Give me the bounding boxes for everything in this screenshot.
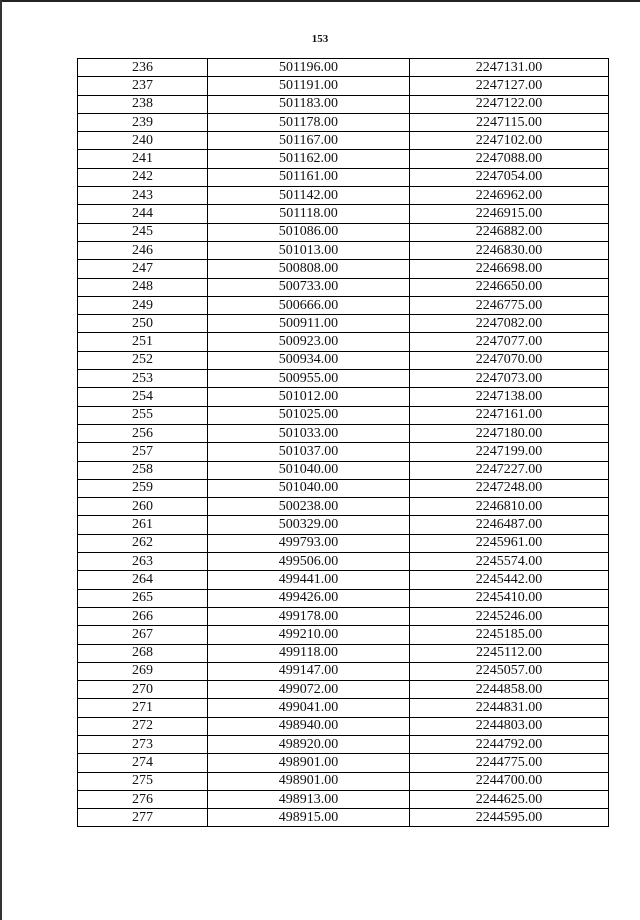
- y-coordinate-cell: 2246698.00: [410, 260, 609, 278]
- y-coordinate-cell: 2247077.00: [410, 333, 609, 351]
- point-number-cell: 277: [78, 809, 208, 827]
- table-row: [78, 717, 609, 735]
- x-coordinate-cell: 499441.00: [208, 571, 410, 589]
- y-coordinate-cell: 2245442.00: [410, 571, 609, 589]
- x-coordinate-cell: 499118.00: [208, 644, 410, 662]
- point-number-cell: 269: [78, 662, 208, 680]
- point-number-cell: 248: [78, 278, 208, 296]
- x-coordinate-cell: 498940.00: [208, 717, 410, 735]
- y-coordinate-cell: 2247131.00: [410, 59, 609, 77]
- table-row: [78, 461, 609, 479]
- x-coordinate-cell: 498915.00: [208, 809, 410, 827]
- table-row: [78, 424, 609, 442]
- point-number-cell: 242: [78, 168, 208, 186]
- table-row: [78, 95, 609, 113]
- x-coordinate-cell: 500808.00: [208, 260, 410, 278]
- point-number-cell: 272: [78, 717, 208, 735]
- y-coordinate-cell: 2247248.00: [410, 479, 609, 497]
- point-number-cell: 252: [78, 351, 208, 369]
- y-coordinate-cell: 2247227.00: [410, 461, 609, 479]
- y-coordinate-cell: 2244595.00: [410, 809, 609, 827]
- x-coordinate-cell: 498913.00: [208, 790, 410, 808]
- y-coordinate-cell: 2244792.00: [410, 735, 609, 753]
- y-coordinate-cell: 2245057.00: [410, 662, 609, 680]
- point-number-cell: 261: [78, 516, 208, 534]
- point-number-cell: 258: [78, 461, 208, 479]
- point-number-cell: 276: [78, 790, 208, 808]
- y-coordinate-cell: 2246650.00: [410, 278, 609, 296]
- x-coordinate-cell: 498901.00: [208, 772, 410, 790]
- table-row: [78, 187, 609, 205]
- point-number-cell: 259: [78, 479, 208, 497]
- table-row: [78, 553, 609, 571]
- coordinates-table: [77, 58, 609, 827]
- x-coordinate-cell: 500666.00: [208, 296, 410, 314]
- table-row: [78, 150, 609, 168]
- point-number-cell: 237: [78, 77, 208, 95]
- x-coordinate-cell: 501118.00: [208, 205, 410, 223]
- y-coordinate-cell: 2247180.00: [410, 424, 609, 442]
- table-row: [78, 607, 609, 625]
- point-number-cell: 271: [78, 699, 208, 717]
- coordinates-table-body: [78, 59, 609, 827]
- x-coordinate-cell: 500238.00: [208, 498, 410, 516]
- table-row: [78, 699, 609, 717]
- point-number-cell: 265: [78, 589, 208, 607]
- y-coordinate-cell: 2244625.00: [410, 790, 609, 808]
- x-coordinate-cell: 500329.00: [208, 516, 410, 534]
- y-coordinate-cell: 2244858.00: [410, 681, 609, 699]
- y-coordinate-cell: 2245112.00: [410, 644, 609, 662]
- y-coordinate-cell: 2247199.00: [410, 443, 609, 461]
- y-coordinate-cell: 2244831.00: [410, 699, 609, 717]
- x-coordinate-cell: 499041.00: [208, 699, 410, 717]
- y-coordinate-cell: 2247122.00: [410, 95, 609, 113]
- point-number-cell: 236: [78, 59, 208, 77]
- x-coordinate-cell: 500934.00: [208, 351, 410, 369]
- x-coordinate-cell: 499793.00: [208, 534, 410, 552]
- x-coordinate-cell: 501037.00: [208, 443, 410, 461]
- page-number: 153: [311, 33, 329, 45]
- table-row: [78, 59, 609, 77]
- table-row: [78, 626, 609, 644]
- table-row: [78, 681, 609, 699]
- x-coordinate-cell: 501167.00: [208, 132, 410, 150]
- x-coordinate-cell: 499426.00: [208, 589, 410, 607]
- point-number-cell: 260: [78, 498, 208, 516]
- x-coordinate-cell: 500955.00: [208, 370, 410, 388]
- table-row: [78, 644, 609, 662]
- y-coordinate-cell: 2245961.00: [410, 534, 609, 552]
- y-coordinate-cell: 2246775.00: [410, 296, 609, 314]
- y-coordinate-cell: 2245574.00: [410, 553, 609, 571]
- point-number-cell: 273: [78, 735, 208, 753]
- x-coordinate-cell: 501191.00: [208, 77, 410, 95]
- table-row: [78, 278, 609, 296]
- point-number-cell: 244: [78, 205, 208, 223]
- x-coordinate-cell: 501012.00: [208, 388, 410, 406]
- point-number-cell: 270: [78, 681, 208, 699]
- y-coordinate-cell: 2247115.00: [410, 113, 609, 131]
- point-number-cell: 247: [78, 260, 208, 278]
- point-number-cell: 274: [78, 754, 208, 772]
- table-row: [78, 809, 609, 827]
- table-row: [78, 132, 609, 150]
- point-number-cell: 241: [78, 150, 208, 168]
- y-coordinate-cell: 2246882.00: [410, 223, 609, 241]
- x-coordinate-cell: 498901.00: [208, 754, 410, 772]
- table-row: [78, 77, 609, 95]
- point-number-cell: 255: [78, 406, 208, 424]
- x-coordinate-cell: 501086.00: [208, 223, 410, 241]
- point-number-cell: 238: [78, 95, 208, 113]
- table-row: [78, 205, 609, 223]
- table-row: [78, 516, 609, 534]
- point-number-cell: 262: [78, 534, 208, 552]
- x-coordinate-cell: 501025.00: [208, 406, 410, 424]
- point-number-cell: 251: [78, 333, 208, 351]
- table-row: [78, 790, 609, 808]
- y-coordinate-cell: 2246962.00: [410, 187, 609, 205]
- table-row: [78, 388, 609, 406]
- point-number-cell: 256: [78, 424, 208, 442]
- point-number-cell: 275: [78, 772, 208, 790]
- y-coordinate-cell: 2245410.00: [410, 589, 609, 607]
- y-coordinate-cell: 2247082.00: [410, 315, 609, 333]
- x-coordinate-cell: 500923.00: [208, 333, 410, 351]
- x-coordinate-cell: 499178.00: [208, 607, 410, 625]
- point-number-cell: 254: [78, 388, 208, 406]
- table-row: [78, 333, 609, 351]
- table-row: [78, 662, 609, 680]
- x-coordinate-cell: 500911.00: [208, 315, 410, 333]
- point-number-cell: 266: [78, 607, 208, 625]
- x-coordinate-cell: 501196.00: [208, 59, 410, 77]
- y-coordinate-cell: 2247138.00: [410, 388, 609, 406]
- x-coordinate-cell: 501013.00: [208, 241, 410, 259]
- x-coordinate-cell: 501142.00: [208, 187, 410, 205]
- table-row: [78, 479, 609, 497]
- table-row: [78, 754, 609, 772]
- point-number-cell: 246: [78, 241, 208, 259]
- table-row: [78, 498, 609, 516]
- point-number-cell: 249: [78, 296, 208, 314]
- point-number-cell: 257: [78, 443, 208, 461]
- point-number-cell: 268: [78, 644, 208, 662]
- y-coordinate-cell: 2247127.00: [410, 77, 609, 95]
- point-number-cell: 253: [78, 370, 208, 388]
- y-coordinate-cell: 2247054.00: [410, 168, 609, 186]
- y-coordinate-cell: 2247102.00: [410, 132, 609, 150]
- x-coordinate-cell: 499147.00: [208, 662, 410, 680]
- point-number-cell: 240: [78, 132, 208, 150]
- x-coordinate-cell: 501040.00: [208, 461, 410, 479]
- y-coordinate-cell: 2244700.00: [410, 772, 609, 790]
- table-row: [78, 241, 609, 259]
- table-row: [78, 370, 609, 388]
- point-number-cell: 263: [78, 553, 208, 571]
- x-coordinate-cell: 501178.00: [208, 113, 410, 131]
- table-row: [78, 113, 609, 131]
- point-number-cell: 239: [78, 113, 208, 131]
- page-edge-top: [0, 0, 640, 2]
- y-coordinate-cell: 2247161.00: [410, 406, 609, 424]
- x-coordinate-cell: 499210.00: [208, 626, 410, 644]
- table-row: [78, 351, 609, 369]
- y-coordinate-cell: 2247073.00: [410, 370, 609, 388]
- point-number-cell: 267: [78, 626, 208, 644]
- y-coordinate-cell: 2245246.00: [410, 607, 609, 625]
- x-coordinate-cell: 499072.00: [208, 681, 410, 699]
- table-row: [78, 571, 609, 589]
- table-row: [78, 735, 609, 753]
- x-coordinate-cell: 498920.00: [208, 735, 410, 753]
- x-coordinate-cell: 501161.00: [208, 168, 410, 186]
- y-coordinate-cell: 2246915.00: [410, 205, 609, 223]
- table-row: [78, 260, 609, 278]
- table-row: [78, 534, 609, 552]
- table-row: [78, 443, 609, 461]
- x-coordinate-cell: 500733.00: [208, 278, 410, 296]
- table-row: [78, 589, 609, 607]
- table-row: [78, 406, 609, 424]
- point-number-cell: 250: [78, 315, 208, 333]
- table-row: [78, 296, 609, 314]
- table-row: [78, 772, 609, 790]
- x-coordinate-cell: 501033.00: [208, 424, 410, 442]
- y-coordinate-cell: 2246810.00: [410, 498, 609, 516]
- point-number-cell: 243: [78, 187, 208, 205]
- page-edge-left: [0, 0, 2, 920]
- table-row: [78, 223, 609, 241]
- y-coordinate-cell: 2246830.00: [410, 241, 609, 259]
- x-coordinate-cell: 499506.00: [208, 553, 410, 571]
- y-coordinate-cell: 2247088.00: [410, 150, 609, 168]
- y-coordinate-cell: 2245185.00: [410, 626, 609, 644]
- x-coordinate-cell: 501162.00: [208, 150, 410, 168]
- x-coordinate-cell: 501183.00: [208, 95, 410, 113]
- y-coordinate-cell: 2246487.00: [410, 516, 609, 534]
- point-number-cell: 264: [78, 571, 208, 589]
- y-coordinate-cell: 2244803.00: [410, 717, 609, 735]
- table-row: [78, 168, 609, 186]
- y-coordinate-cell: 2247070.00: [410, 351, 609, 369]
- x-coordinate-cell: 501040.00: [208, 479, 410, 497]
- table-row: [78, 315, 609, 333]
- point-number-cell: 245: [78, 223, 208, 241]
- y-coordinate-cell: 2244775.00: [410, 754, 609, 772]
